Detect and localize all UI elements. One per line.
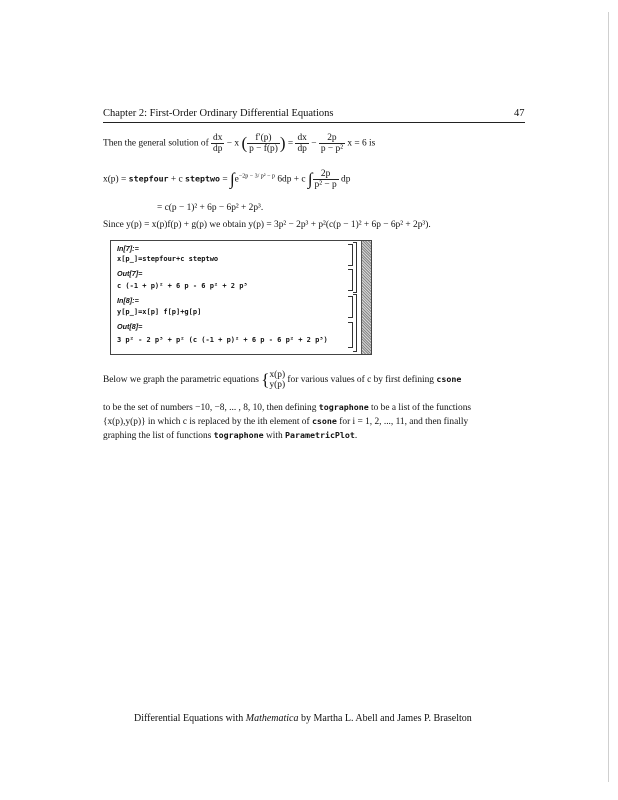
paren-right: ) — [279, 133, 286, 153]
line2-lead: x(p) = — [103, 174, 129, 185]
chapter-header: Chapter 2: First-Order Ordinary Differential Equations — [103, 108, 334, 119]
para-line-1 — [103, 370, 461, 390]
code-csone: csone — [436, 374, 462, 385]
in7-label: In[7]:= — [117, 244, 139, 253]
para-line-2: to be the set of numbers −10, −8, ... , 8, 10, then defining tographone to be a list of the functions — [103, 402, 472, 413]
para-after-system: for various values of c by first defining — [287, 375, 434, 386]
page-number: 47 — [514, 108, 525, 119]
paren-left: ( — [241, 133, 248, 153]
para-line-4: graphing the list of functions tographone with ParametricPlot. — [103, 430, 358, 441]
in8-code[interactable]: y[p_]=x[p] f[p]+g[p] — [117, 308, 202, 316]
para-intro: Below we graph the parametric equations — [103, 375, 259, 386]
in8-label: In[8]:= — [117, 296, 139, 305]
fraction-2p-2: $\frac{2p}{\text{p² − p}}$ — [314, 169, 337, 190]
brace-left: { — [261, 370, 270, 389]
para-line-3: {x(p),y(p)} in which c is replaced by the ith element of csone for i = 1, 2, ..., 11, and then finally — [103, 416, 469, 427]
equation-line-2: x(p) = stepfour + c steptwo = $\int e^{-2p - 3/ p^2 - p}$ 6dp + c ∫ $\frac{2p}{\text{p² − p}}$ dp — [103, 169, 351, 190]
parametric-system: x(p) y(p) — [269, 370, 286, 390]
line2-mid: 6dp + c — [277, 174, 306, 185]
notebook-scrollbar[interactable] — [361, 241, 371, 354]
equals-sign-2: = — [220, 174, 230, 185]
group-bracket-7[interactable] — [353, 242, 357, 293]
out7-label: Out[7]= — [117, 269, 143, 278]
out8-label: Out[8]= — [117, 322, 143, 331]
mathematica-notebook — [110, 240, 372, 355]
equals-sign: = — [287, 138, 294, 149]
fraction-2p: $\frac{2p}{\text{p − p²}}$ — [320, 133, 344, 154]
plus-c: + c — [168, 174, 186, 185]
code-tographone-2: tographone — [213, 430, 264, 440]
out8-expr: 3 p² - 2 p³ + p² (c (-1 + p)² + 6 p - 6 p² + 2 p³) — [117, 336, 328, 344]
integral-sign: ∫ — [230, 169, 235, 189]
code-csone-2: csone — [311, 416, 337, 426]
minus-sign: − — [311, 138, 317, 149]
code-parametricplot: ParametricPlot — [284, 430, 355, 440]
fraction-dx-dp: $\frac{dx}{dp}$ — [213, 133, 223, 154]
line1-tail: x = 6 is — [347, 138, 376, 149]
header-rule — [103, 122, 525, 123]
line1-lead: Then the general solution of — [103, 138, 209, 149]
code-tographone: tographone — [318, 402, 369, 412]
integral-sign-2: ∫ — [307, 169, 313, 189]
footer-mathematica: Mathematica — [245, 713, 299, 724]
line2-tail: dp — [341, 174, 351, 185]
fraction-fprime: $\frac{f'(p)}{p - f(p)}$ — [249, 133, 278, 154]
code-steptwo: steptwo — [185, 173, 221, 184]
equation-line-4: Since y(p) = x(p)f(p) + g(p) we obtain y(p) = 3p² − 2p³ + p²(c(p − 1)² + 6p − 6p² + 2p³). — [103, 220, 431, 230]
minus-x: − x — [226, 138, 240, 149]
in7-code[interactable]: x[p_]=stepfour+c steptwo — [117, 255, 219, 263]
equation-line-3: = c(p − 1)² + 6p − 6p² + 2p³. — [157, 203, 264, 213]
out7-expr: c (-1 + p)² + 6 p - 6 p² + 2 p³ — [117, 282, 248, 290]
fraction-dx-dp-2: $\frac{dx}{dp}$ — [297, 133, 307, 154]
page-footer: Differential Equations with Mathematica by Martha L. Abell and James P. Braselton — [134, 713, 472, 724]
group-bracket-8[interactable] — [353, 294, 357, 352]
exponent: −2p − 3/ p² − p — [238, 173, 275, 180]
page-edge — [608, 12, 609, 782]
code-stepfour: stepfour — [128, 173, 169, 184]
equation-line-1 — [103, 133, 375, 154]
